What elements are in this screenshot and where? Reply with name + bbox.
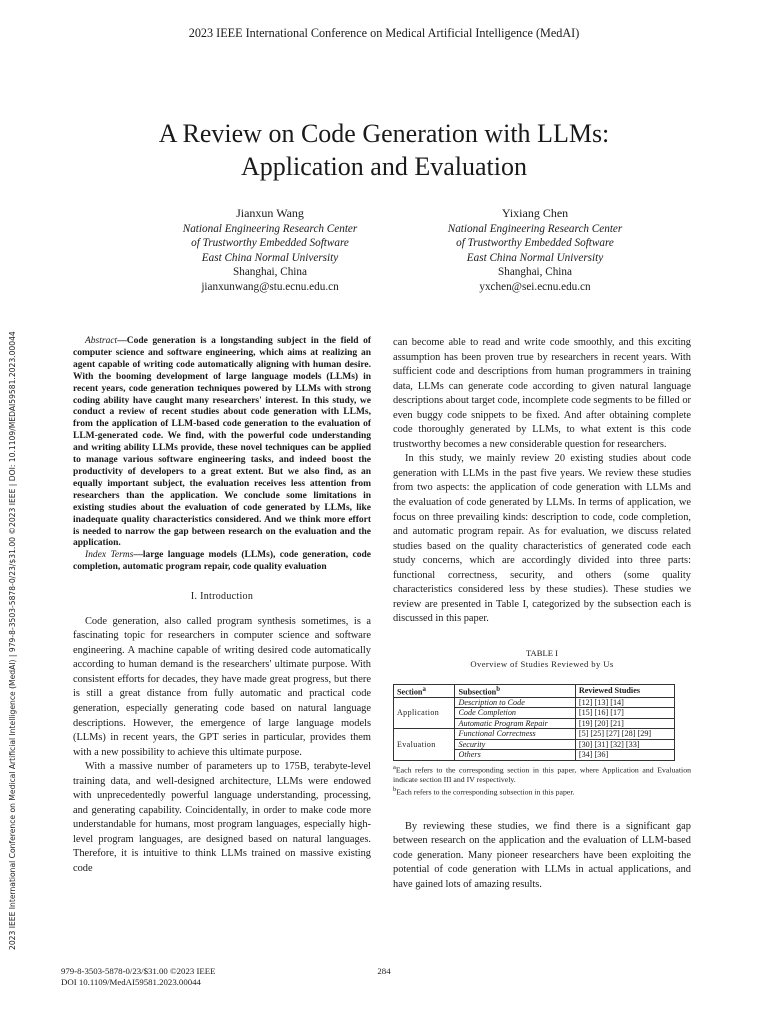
table-caption [393,648,691,671]
footnote-mark: b [496,685,501,693]
conference-header: 2023 IEEE International Conference on Medical Artificial Intelligence (MedAI) [188,26,580,40]
footnote-mark: a [422,685,426,693]
author-city: Shanghai, China [233,266,307,279]
page-number: 284 [377,966,391,976]
header-studies: Reviewed Studies [575,684,674,697]
title-line-2: Application and Evaluation [241,152,527,181]
author-affiliation: of Trustworthy Embedded Software [191,237,349,250]
author-affiliation: National Engineering Research Center [182,222,358,235]
header-subsection [455,684,575,697]
studies-cell: [15] [16] [17] [575,708,674,718]
section-cell: Evaluation [394,729,455,760]
intro-paragraph-4: In this study, we mainly review 20 existing studies about code generation with LLMs in the past five years. We review these studies from two aspects: the application of code generation with LLMs and the evaluation of code generated by LLMs. In terms of application, we focus on three prevailing kinds: description to code, code completion, and automatic program repair. As for evaluation, we discuss related studies based on the quality characteristics of generated code each study concerns, which are accordingly divided into three parts: functional correctness, security, and others (some quality characteristics considered less by these studies). These studies we review are presented in Table I, categorized by the subsection each is discussed in this paper. [393,453,691,625]
studies-table [393,684,675,761]
abstract-lead: Abstract [85,336,118,346]
author-email: yxchen@sei.ecnu.edu.cn [479,280,591,293]
table-row [394,729,675,739]
header-section-label: Section [397,687,423,697]
table-note-b [393,785,691,798]
author-name: Jianxun Wang [236,206,304,220]
index-terms-body: —large language models (LLMs), code generation, code completion, automatic program repair, code quality evaluation [73,550,371,573]
author-block-1 [145,206,395,295]
studies-cell: [30] [31] [32] [33] [575,739,674,749]
section-heading-introduction: I. Introduction [190,591,254,603]
footnote-mark: b [393,786,397,794]
index-terms-lead: Index Terms [85,550,134,561]
table-header-row [394,684,675,697]
subsection-cell: Description to Code [455,698,575,708]
header-subsection-label: Subsection [458,687,497,697]
left-column [73,336,371,877]
footer-isbn: 979-8-3503-5878-0/23/$31.00 ©2023 IEEE [61,966,216,976]
author-name: Yixiang Chen [501,206,569,220]
intro-paragraph-5: By reviewing these studies, we find there is a significant gap between research on the application and the evaluation of LLM-based code generation. Many pioneer researchers have been exploiting the potential of code generation with LLMs in actual applications, and have gained lots of amazing results. [393,820,691,890]
abstract-text [73,336,371,550]
subsection-cell: Code Completion [455,708,575,718]
table-note-b-text: Each refers to the corresponding subsection in this paper. [396,787,575,797]
title-line-1: A Review on Code Generation with LLMs: [158,119,610,148]
author-city: Shanghai, China [498,266,572,279]
subsection-cell: Functional Correctness [455,729,575,739]
subsection-cell: Others [455,750,575,760]
studies-cell: [12] [13] [14] [575,698,674,708]
intro-paragraph-3: can become able to read and write code smoothly, and this exciting assumption has been proven true by researchers in recent years. With sufficient code and descriptions from human programmers in training data, LLMs can generate code according to given natural language descriptions about target code, incomplete code segments to be filled or even buggy code snippets to be fixed. And after obtaining complete code thoroughly generated by LLMs, to what extent is this code trustworthy becomes a new considerable question for researchers. [393,337,691,450]
subsection-cell: Automatic Program Repair [455,718,575,728]
author-block-2 [410,206,660,295]
index-terms [73,550,371,574]
footnote-mark: a [393,763,396,771]
header-section [394,684,455,697]
side-citation-strip: 2023 IEEE International Conference on Medical Artificial Intelligence (MedAI) | 979-8-3503-5878-0/23/$31.00 ©2023 IEEE | DOI: 10.1109/MEDAI59581.2023.00044 [8,331,17,950]
table-title: Overview of Studies Reviewed by Us [470,659,614,670]
table-row [394,698,675,708]
right-column [393,336,691,892]
author-affiliation: East China Normal University [466,251,604,264]
author-affiliation: East China Normal University [201,251,339,264]
table-label: TABLE I [525,647,558,658]
paper-title [60,117,708,183]
studies-cell: [19] [20] [21] [575,718,674,728]
section-cell: Application [394,698,455,729]
studies-cell: [5] [25] [27] [28] [29] [575,729,674,739]
table-notes [393,763,691,798]
author-email: jianxunwang@stu.ecnu.edu.cn [201,280,339,293]
abstract [73,336,371,574]
author-affiliation: National Engineering Research Center [447,222,623,235]
table-note-a [393,763,691,786]
footer-doi: DOI 10.1109/MedAI59581.2023.00044 [61,976,201,987]
abstract-body: —Code generation is a longstanding subject in the field of computer science and software engineering, which aims at realizing an agent capable of writing code automatically aligning with human desire. With the booming development of large language models (LLMs) in recent years, code generation techniques powered by LLMs with strong coding ability have caught many researchers' interest. In this study, we conduct a review of recent studies about code generation with LLMs, from the application of LLM-based code generation to the evaluation of LLM-generated code. We find, with the powerful code understanding and writing ability LLMs provide, these novel techniques can be applied to manage various software engineering tasks, and indeed boost the productivity of developers to a great extent. But we also find, as an equally important subject, the evaluation receives less attention from researchers than the application. We conclude some limitations in existing studies about the evaluation of code generated by LLMs, like inadequate quality characteristics considered. And we think more effort is needed to narrow the gap between research on the evaluation and the application. [73,336,371,549]
intro-paragraph-1: Code generation, also called program synthesis sometimes, is a fascinating topic for researchers in computer science and software engineering. A machine capable of writing desired code automatically according to human demand is the researchers' ultimate purpose. With consistent efforts for decades, they have made great progress, but there is still a great distance from fully automatic and practical code generation, especially generating code based on natural language descriptions. However, the emergence of large language models (LLMs) in recent years, the GPT series in particular, provides them with a new possibility to achieve this ultimate purpose. [73,615,371,758]
subsection-cell: Security [455,739,575,749]
table-note-a-text: Each refers to the corresponding section in this paper, where Application and Evaluation indicate section III and IV respectively. [393,765,691,785]
studies-cell: [34] [36] [575,750,674,760]
author-affiliation: of Trustworthy Embedded Software [456,237,614,250]
intro-paragraph-2: With a massive number of parameters up to 175B, terabyte-level training data, and well-designed architecture, LLMs were endowed with unprecedentedly powerful language understanding, processing, and generating capability. Coincidentally, in order to make code more understandable for humans, most program languages, especially high-level program languages, are designed based on natural languages. Therefore, it is intuitive to think LLMs trained on massive existing code [73,761,371,874]
